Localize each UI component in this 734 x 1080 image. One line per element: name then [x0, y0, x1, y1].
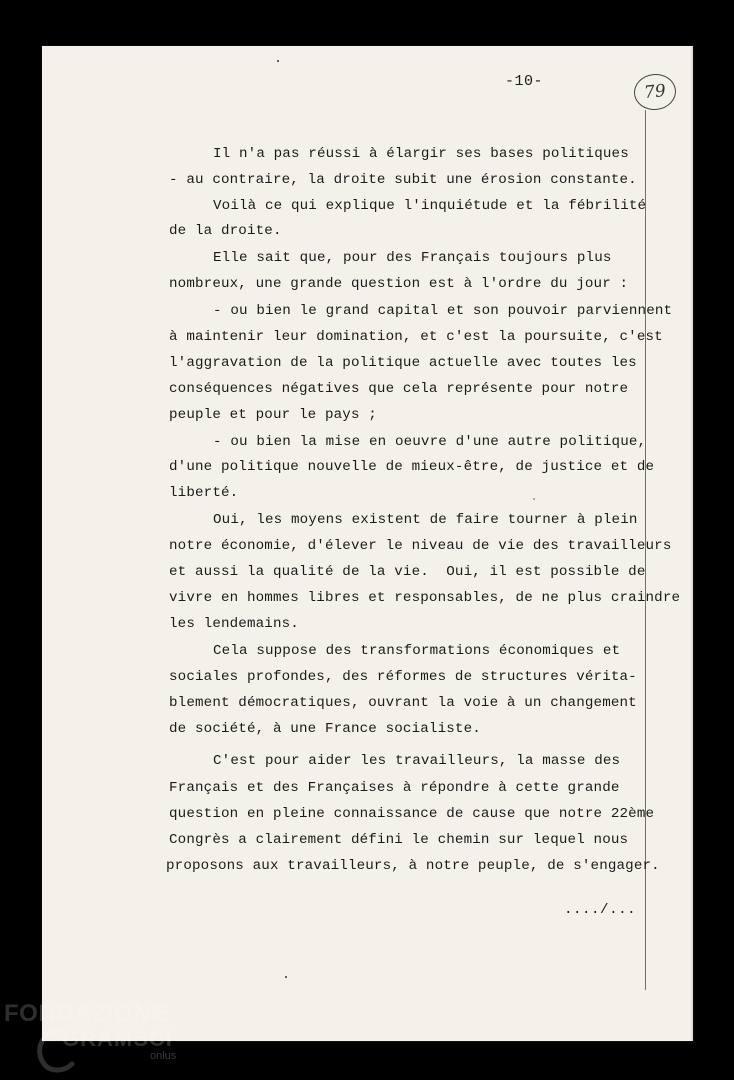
fondazione-gramsci-watermark — [4, 998, 194, 1078]
paper-speck — [277, 60, 279, 62]
text-line: vivre en hommes libres et responsables, de ne plus craindre — [169, 590, 681, 606]
text-line: à maintenir leur domination, et c'est la poursuite, c'est — [169, 329, 663, 345]
text-line: - ou bien la mise en oeuvre d'une autre politique, — [213, 434, 647, 450]
paper-speck — [285, 976, 287, 978]
text-line: et aussi la qualité de la vie. Oui, il est possible de — [169, 564, 646, 580]
paper-speck — [533, 498, 535, 500]
page-number: -10- — [505, 73, 544, 90]
text-line: de société, à une France socialiste. — [169, 721, 481, 737]
document-body — [42, 46, 693, 1041]
text-line: peuple et pour le pays ; — [169, 407, 377, 423]
text-line: Voilà ce qui explique l'inquiétude et la fébrilité — [213, 198, 647, 214]
text-line: - ou bien le grand capital et son pouvoir parviennent — [213, 303, 673, 319]
text-line: Oui, les moyens existent de faire tourner à plein — [213, 512, 638, 528]
watermark-line-1: FONDAZIONE — [4, 1000, 168, 1027]
text-line: liberté. — [169, 485, 239, 501]
archive-stamp-number: 79 — [632, 72, 678, 112]
document-page — [42, 46, 693, 1041]
text-line: - au contraire, la droite subit une érosion constante. — [169, 172, 637, 188]
text-line: Cela suppose des transformations économiques et — [213, 643, 621, 659]
text-line: les lendemains. — [169, 616, 299, 632]
watermark-line-3: onlus — [150, 1050, 177, 1062]
text-line: Il n'a pas réussi à élargir ses bases politiques — [213, 146, 629, 162]
text-line: blement démocratiques, ouvrant la voie à un changement — [169, 695, 637, 711]
continuation-marker: ..../... — [564, 902, 637, 918]
text-line: question en pleine connaissance de cause que notre 22ème — [169, 806, 655, 822]
watermark-line-2: GRAMSCI — [62, 1026, 173, 1051]
text-line: conséquences négatives que cela représente pour notre — [169, 381, 629, 397]
text-line: Elle sait que, pour des Français toujours plus — [213, 250, 612, 266]
text-line: Congrès a clairement défini le chemin sur lequel nous — [169, 832, 629, 848]
text-line: notre économie, d'élever le niveau de vie des travailleurs — [169, 538, 672, 554]
text-line: l'aggravation de la politique actuelle avec toutes les — [169, 355, 637, 371]
text-line: proposons aux travailleurs, à notre peuple, de s'engager. — [166, 858, 660, 874]
text-line: d'une politique nouvelle de mieux-être, de justice et de — [169, 459, 655, 475]
text-line: nombreux, une grande question est à l'ordre du jour : — [169, 276, 629, 292]
text-line: de la droite. — [169, 223, 282, 239]
text-line: Français et des Françaises à répondre à cette grande — [169, 780, 620, 796]
text-line: sociales profondes, des réformes de structures vérita- — [169, 669, 637, 685]
text-line: C'est pour aider les travailleurs, la masse des — [213, 753, 621, 769]
